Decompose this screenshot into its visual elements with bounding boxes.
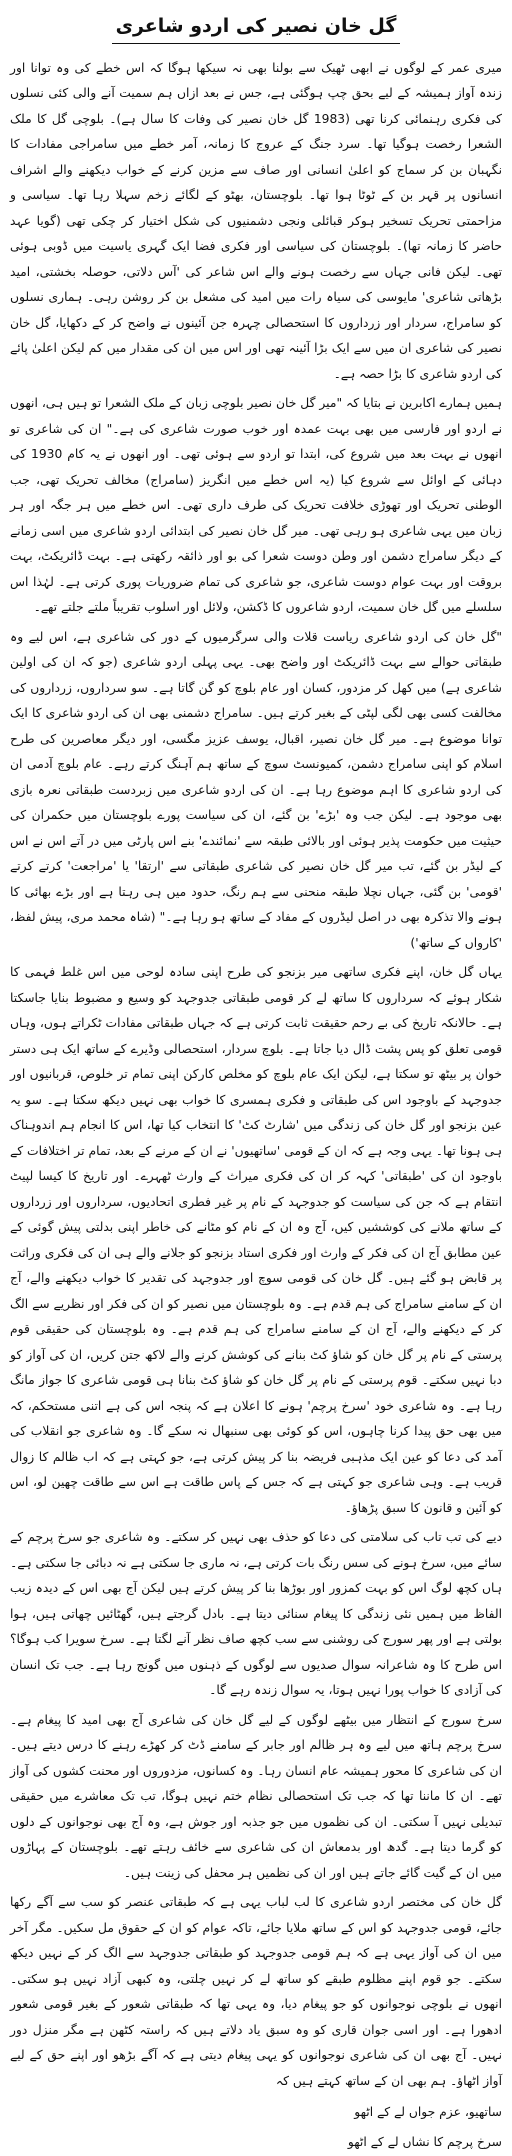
article-paragraph: دیے کی تب تاب کی سلامتی کی دعا کو حذف بھی نہیں کر سکتے۔ وہ شاعری جو سرخ پرچم کے سائے میں، سرخ ہونے کی سس رنگ بات کرتی ہے، نہ ماری جا سکتی ہے نہ دبائی جا سکتی ہے۔ ہاں کچھ لوگ اس کو بہت کمزور اور بوڑھا بنا کر پیش کرتے ہیں لیکن آج بھی اس کے دیدہ زیب الفاظ میں ہمیں نئی زندگی کا پیغام سنائی دیتا ہے۔ بادل گرجتے ہیں، گھٹائیں چھاتی ہیں، ہوا بولتی ہے اور پھر سورج کی روشنی سے سب کچھ صاف نظر آنے لگتا ہے۔ سرخ سویرا کب ہوگا؟ اس طرح کا وہ شاعرانہ سوال صدیوں سے لوگوں کے ذہنوں میں گونج رہا ہے۔ جب تک انسان کی آزادی کا خواب پورا نہیں ہوتا، یہ سوال زندہ رہے گا۔ [10, 1530, 502, 1698]
closing-verse [10, 2098, 502, 2156]
article-paragraph: سرخ سورج کے انتظار میں بیٹھے لوگوں کے لیے گل خان کی شاعری آج بھی امید کا پیغام ہے۔ سرخ پرچم ہاتھ میں لیے وہ ہر ظالم اور جابر کے سامنے ڈٹ کر کھڑے رہنے کا درس دیتے ہیں۔ ان کی شاعری کا محور ہمیشہ عام انسان رہا۔ وہ کسانوں، مزدوروں اور محنت کشوں کی آواز تھے۔ ان کا ماننا تھا کہ جب تک استحصالی نظام ختم نہیں ہوگا، تب تک معاشرے میں حقیقی تبدیلی نہیں آ سکتی۔ ان کی نظموں میں جو جذبہ اور جوش ہے، وہ آج بھی نوجوانوں کے دلوں کو گرما دیتا ہے۔ گدھ اور بدمعاش ان کی شاعری سے خائف رہتے تھے۔ بلوچستان کے پہاڑوں میں ان کے گیت گائے جاتے ہیں اور ان کی نظمیں ہر محفل کی زینت ہیں۔ [10, 1712, 502, 1880]
verse-line: ساتھیو، عزم جواں لے کے اٹھو [354, 2105, 502, 2120]
article-body [10, 56, 502, 2095]
article-paragraph: یہاں گل خان، اپنے فکری ساتھی میر بزنجو کی طرح اپنی سادہ لوحی میں اس غلط فہمی کا شکار ہوئے کہ سرداروں کا ساتھ لے کر قومی طبقاتی جدوجہد کو وسیع و مضبوط بنایا جاسکتا ہے۔ حالانکہ تاریخ کی بے رحم حقیقت ثابت کرتی ہے کہ جہاں طبقاتی مفادات ٹکراتے ہوں، وہاں قومی تعلق کو پس پشت ڈال دیا جاتا ہے۔ بلوچ سردار، استحصالی وڈیرے کے ساتھ ایک ہی دستر خوان پر بیٹھ تو سکتا ہے، لیکن ایک عام بلوچ کو مخلص کارکن اپنی تمام تر خلوص، قربانیوں اور جدوجہد کے باوجود اس کی طبقاتی و فکری ہمسری کا خواب بھی نہیں دیکھ سکتا ہے۔ سو یہ عین بزنجو اور گل خان کی زندگی میں 'شارٹ کٹ' کا انتخاب کیا تھا، اس کا انجام ہم اندوہناک ہی ہونا تھا۔ یہی وجہ ہے کہ ان کے قومی 'ساتھیوں' نے ان کے مرنے کے بعد، تمام تر اختلافات کے باوجود ان کی 'طبقاتی' کہہ کر ان کی فکری میراث کے وارث ٹھہرے۔ اور تاریخ کا کیسا لپیٹ انتقام ہے کہ جن کی سیاست کو جدوجہد کے نام پر غیر فطری اتحادیوں، سرداروں اور زرداروں کے ساتھ ملانے کی کوششیں کیں، آج وہ ان کے نام کو مٹانے کی خاطر اپنی بدلتی پیش گوئی کے عین مطابق آج ان کی فکر کے وارث اور فکری استاد بزنجو کو جلانے والے ہی ان کی فکری وراثت پر قابض ہو گئے ہیں۔ گل خان کی قومی سوچ اور جدوجہد کی تقدیر کا خواب دیکھنے والے، آج ان کے سامنے سامراج کی ہم قدم ہے۔ وہ بلوچستان میں نصیر کو ان کی فکر اور نظریے سے الگ کر کے دیکھنے والے، آج ان کے سامنے سامراج کی ہم قدم ہے۔ وہ بلوچستان کی حقیقی قوم پرستی کے نام پر گل خان کو شاؤ کٹ بنانے کی کوشش کرنے والے لاکھ جتن کریں، ان کی آواز کو دبا نہیں سکتے۔ قوم پرستی کے نام پر گل خان کو شاؤ کٹ بنانا ہی قومی شاعری کا جواز مانگ رہا ہے۔ وہ شاعری خود 'سرخ پرچم' ہونے کا اعلان ہے کہ پنجہ اس کی ہے اتنی مستحکم، کہ میں بھی حق پیدا کرنا چاہوں، اس کو کوئی بھی سنبھال نہ سکے گا۔ وہ شاعری جو انقلاب کی آمد کی دعا کو عین ایک مذہبی فریضہ بنا کر پیش کرتی ہے، جو کہتی ہے کہ اب ظالم کا زوال قریب ہے۔ وہی شاعری جو کہتی ہے کہ جس کے پاس طاقت ہے اس سے طاقت چھین لو، اس کو آئین و قانون کا سبق پڑھاؤ۔ [10, 965, 502, 1515]
article-paragraph-quote: "گل خان کی اردو شاعری ریاست قلات والی سرگرمیوں کے دور کی شاعری ہے، اس لیے وہ طبقاتی حوالے سے بہت ڈائریکٹ اور واضح بھی۔ یہی پہلی اردو شاعری (جو کہ ان کی اولین شاعری ہے) میں کھل کر مزدور، کسان اور عام بلوچ کو گن گاتا ہے۔ سو سرداروں، زرداروں کی مخالفت کسی بھی لگی لپٹی کے بغیر کرتے ہیں۔ سامراج دشمنی بھی ان کی اردو شاعری کا ایک توانا موضوع ہے۔ میر گل خان نصیر، اقبال، یوسف عزیز مگسی، اور دیگر معاصرین کی طرح اسلام کو اپنی سامراج دشمن، کمیونسٹ سوچ کے ساتھ ہم آہنگ کرتے رہے۔ عام بلوچ آدمی ان کی اردو شاعری کا اہم موضوع رہا ہے۔ ان کی اردو شاعری میں زبردست طبقاتی نعرہ بازی بھی موجود ہے۔ لیکن جب وہ 'بڑے' بن گئے، ان کی سیاست پورے بلوچستان میں حکمران کی حیثیت میں حکومت پذیر ہوئی اور بالائی طبقہ سے 'نمائندے' بنے اس پارٹی میں در آتے اس نے اس کے لیڈر بن گئے، تب میر گل خان نصیر کی شاعری طبقاتی سے 'ارتقا' یا 'مراجعت' کرتے کرتے 'قومی' بن گئی، جہاں نچلا طبقہ منحنی سے ہم رنگ، حدود میں ہی رہتا ہے اور بڑے بھائی کا ہونے والا تذکرہ بھی در اصل لیڈروں کے مفاد کے ساتھ ہو رہا ہے۔" (شاہ محمد مری، پیش لفظ، 'کارواں کے ساتھ') [10, 629, 502, 950]
article-paragraph: ہمیں ہمارے اکابرین نے بتایا کہ "میر گل خان نصیر بلوچی زبان کے ملک الشعرا تو ہیں ہی، انھوں نے اردو اور فارسی میں بھی بہت عمدہ اور خوب صورت شاعری کی ہے۔" ان کی شاعری تو انھوں نے بہت بعد میں شروع کی، ابتدا تو اردو سے ہوئی تھی۔ اور انھوں نے یہ کام 1930 کی دہائی کے اوائل سے شروع کیا (یہ اس خطے میں انگریز (سامراج) مخالف تحریک تھی، جب الوطنی تحریک اور تھوڑی خلافت تحریک کی طرف داری تھی۔ اس خطے میں ہر جگہ اور ہر زبان میں یہی شاعری ہو رہی تھی۔ میر گل خان نصیر کی ابتدائی اردو شاعری میں اسی زمانے کے دیگر سامراج دشمن اور وطن دوست شعرا کی بو اور ذائقہ رکھتی ہے۔ بہت ڈائریکٹ، بہت بروقت اور بہت عوام دوست شاعری، جو شاعری کی تمام ضروریات پوری کرتی ہے۔ لہٰذا اس سلسلے میں گل خان سمیت، اردو شاعروں کا ڈکشن، ولائل اور اسلوب تقریباً ملتے جلتے تھے۔ [10, 396, 502, 615]
verse-line: سرخ پرچم کا نشاں لے کے اٹھو [347, 2135, 502, 2150]
article-paragraph: گل خان کی مختصر اردو شاعری کا لب لباب یہی ہے کہ طبقاتی عنصر کو سب سے آگے رکھا جائے، قومی جدوجہد کو اس کے ساتھ ملایا جائے، تاکہ عوام کو ان کے حقوق مل سکیں۔ مگر آخر میں ان کی آواز یہی ہے کہ ہم قومی جدوجہد کو طبقاتی جدوجہد سے الگ کر کے نہیں دیکھ سکتے۔ جو قوم اپنے مظلوم طبقے کو ساتھ لے کر نہیں چلتی، وہ کبھی آزاد نہیں ہو سکتی۔ انھوں نے بلوچی نوجوانوں کو جو پیغام دیا، وہ یہی تھا کہ طبقاتی شعور کے بغیر قومی شعور ادھورا ہے۔ اور اسی جوان قاری کو وہ سبق یاد دلاتے ہیں کہ راستہ کٹھن ہے مگر منزل دور نہیں۔ آج بھی ان کی شاعری نوجوانوں کو یہی پیغام دیتی ہے کہ آگے بڑھو اور اپنے حق کے لیے آواز اٹھاؤ۔ ہم بھی ان کے ساتھ کہتے ہیں کہ [10, 1895, 502, 2088]
title-wrapper [10, 14, 502, 44]
article-paragraph: میری عمر کے لوگوں نے ابھی ٹھیک سے بولنا بھی نہ سیکھا ہوگا کہ اس خطے کی وہ توانا اور زندہ آواز ہمیشہ کے لیے بحق چپ ہوگئی ہے، جس نے بعد ازاں ہم سمیت آنے والی کئی نسلوں کی فکری رہنمائی کرنا تھی (1983 گل خان نصیر کی وفات کا سال ہے)۔ بلوچی گل کا ملک الشعرا رخصت ہوگیا تھا۔ سرد جنگ کے عروج کا زمانہ، آمر خطے میں سامراجی مفادات کا نگہبان بن کر سماج کو اعلیٰ انسانی اور صاف سے مزین کرنے کے خواب دیکھنے والے اشراف انسانوں پر قہر بن کے ٹوٹا ہوا تھا۔ بلوچستان، بھٹو کے لگائے زخم سہلا رہا تھا۔ سیاسی و مزاحمتی تحریک تسخیر ہوکر قبائلی ونجی دشمنیوں کی شکل اختیار کر چکی تھی (گویا عہد حاضر کا زمانہ تھا)۔ بلوچستان کی سیاسی اور فکری فضا ایک گہری یاسیت میں ڈوبی ہوئی تھی۔ لیکن فانی جہاں سے رخصت ہونے والے اس شاعر کی 'آس دلاتی، حوصلہ بخشتی، امید بڑھاتی شاعری' مایوسی کی سیاہ رات میں امید کی مشعل بن کر روشن رہی۔ ہماری نسلوں کو سامراج، سردار اور زرداروں کا استحصالی چہرہ جن آئینوں نے واضح کر کے دکھایا، گل خان نصیر کی شاعری ان میں سے ایک بڑا آئینہ تھی اور اس میں ان کی مقدار میں کم لیکن اعلیٰ پائے کی اردو شاعری کا بڑا حصہ ہے۔ [10, 60, 502, 381]
article-title: گل خان نصیر کی اردو شاعری [112, 14, 401, 44]
